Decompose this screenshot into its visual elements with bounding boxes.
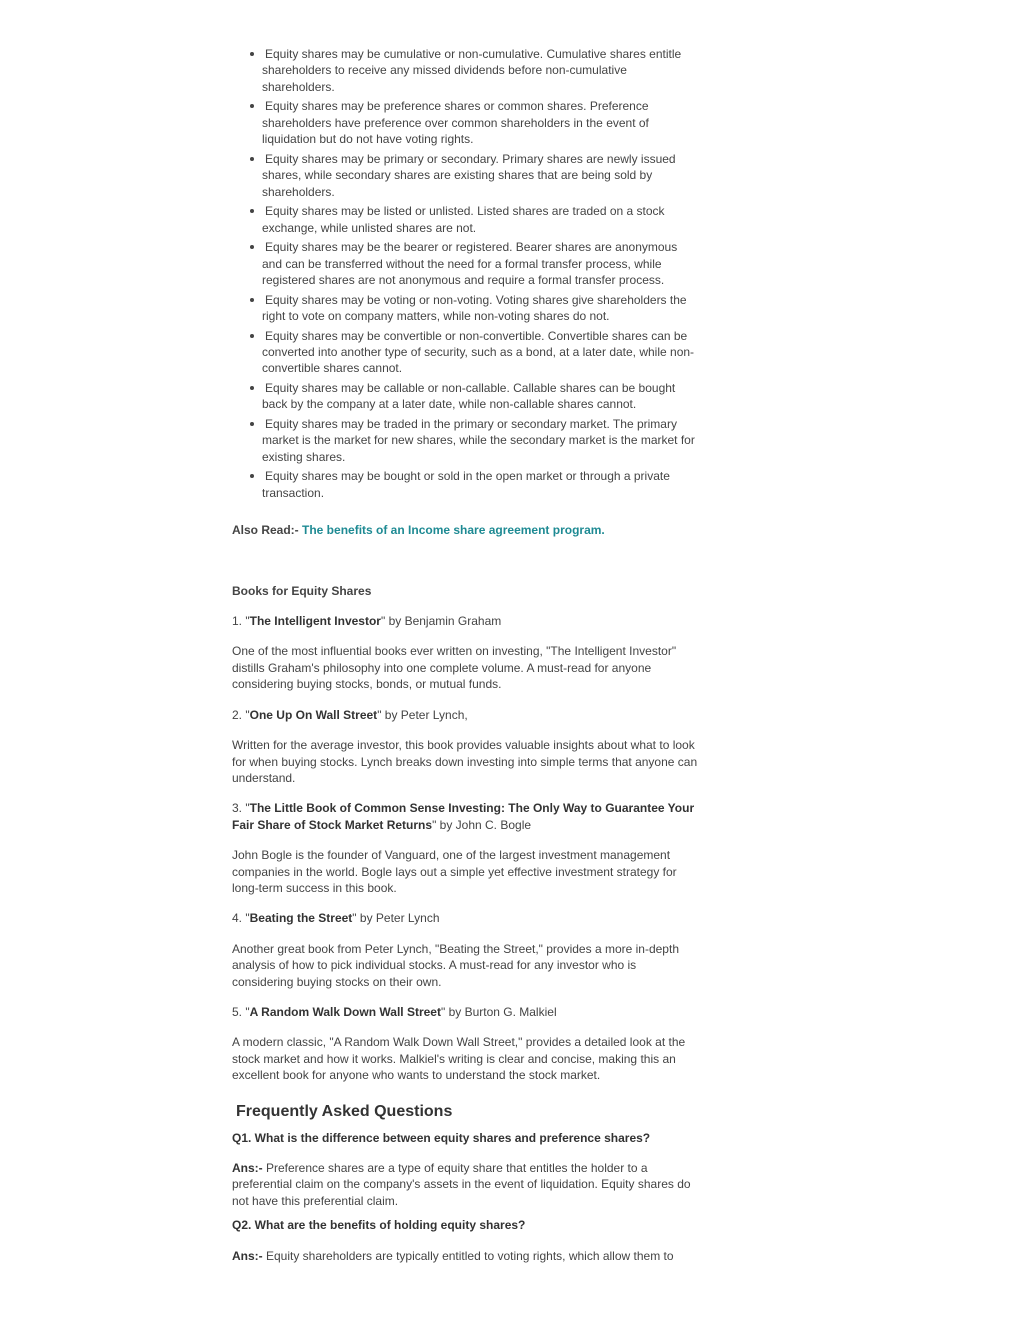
book-title-line bbox=[232, 613, 698, 629]
book-title-line bbox=[232, 910, 698, 926]
book-number: 3. " bbox=[232, 801, 250, 816]
answer-text: Preference shares are a type of equity share that entitles the holder to a preferential claim on the company's assets in the event of liquidation. Equity shares do not have this preferential claim. bbox=[232, 1161, 691, 1208]
also-read-label: Also Read:- bbox=[232, 523, 303, 538]
list-item-text: Equity shares may be cumulative or non-cumulative. Cumulative shares entitle shareholders to receive any missed dividends before non-cumulative shareholders. bbox=[262, 47, 682, 94]
list-item bbox=[262, 328, 698, 377]
list-item-text: Equity shares may be primary or secondary. Primary shares are newly issued shares, while secondary shares are existing shares that are being sold by shareholders. bbox=[262, 151, 676, 199]
books-heading: Books for Equity Shares bbox=[232, 583, 372, 598]
list-item bbox=[262, 151, 698, 200]
also-read-link[interactable]: The benefits of an Income share agreement program. bbox=[302, 523, 605, 538]
book-title: One Up On Wall Street bbox=[249, 707, 378, 722]
list-item bbox=[262, 239, 698, 288]
list-item-text: Equity shares may be the bearer or registered. Bearer shares are anonymous and can be transferred without the need for a formal transfer process, while registered shares are not anonymous and require a formal transfer process. bbox=[262, 240, 678, 288]
list-item bbox=[262, 98, 698, 147]
article-content bbox=[232, 46, 698, 1278]
list-item bbox=[262, 203, 698, 236]
book-description: One of the most influential books ever written on investing, "The Intelligent Investor" distills Graham's philosophy into one complete volume. A must-read for anyone considering buying stocks, bonds, or mutual funds. bbox=[232, 644, 677, 692]
faq-answer bbox=[232, 1160, 698, 1209]
answer-label: Ans:- bbox=[232, 1161, 266, 1175]
list-item-text: Equity shares may be callable or non-callable. Callable shares can be bought back by the company at a later date, while non-callable shares cannot. bbox=[262, 381, 676, 412]
list-item-text: Equity shares may be convertible or non-convertible. Convertible shares can be converted into another type of security, such as a bond, at a later date, while non-convertible shares cannot. bbox=[262, 328, 695, 376]
list-item bbox=[262, 46, 698, 95]
list-item bbox=[262, 380, 698, 413]
book-number: 2. " bbox=[232, 707, 250, 722]
book-author: " by John C. Bogle bbox=[432, 817, 532, 832]
list-item bbox=[262, 468, 698, 501]
faq-question: Q1. What is the difference between equity shares and preference shares? bbox=[232, 1130, 651, 1145]
list-item-text: Equity shares may be traded in the primary or secondary market. The primary market is the market for new shares, while the secondary market is the market for existing shares. bbox=[262, 417, 695, 464]
book-author: " by Peter Lynch bbox=[352, 911, 440, 926]
book-title: A Random Walk Down Wall Street bbox=[249, 1004, 441, 1019]
book-description: Another great book from Peter Lynch, "Beating the Street," provides a more in-depth analysis of how to pick individual stocks. A must-read for any investor who is considering buying stocks on their own. bbox=[232, 941, 679, 989]
book-author: " by Peter Lynch, bbox=[377, 707, 468, 722]
book-description: John Bogle is the founder of Vanguard, one of the largest investment management companies in the world. Bogle lays out a simple yet effective investment strategy for long-term success in this book. bbox=[232, 848, 677, 895]
answer-text: Equity shareholders are typically entitled to voting rights, which allow them to bbox=[266, 1248, 674, 1263]
list-item-text: Equity shares may be preference shares or common shares. Preference shareholders have preference over common shareholders in the event of liquidation but do not have voting rights. bbox=[262, 99, 649, 147]
book-number: 4. " bbox=[232, 911, 250, 926]
faq-answer bbox=[232, 1248, 698, 1264]
also-read bbox=[232, 522, 698, 538]
answer-label: Ans:- bbox=[232, 1248, 266, 1263]
book-author: " by Benjamin Graham bbox=[380, 614, 502, 629]
book-title-line bbox=[232, 707, 698, 723]
faq-heading: Frequently Asked Questions bbox=[236, 1102, 453, 1120]
book-number: 1. " bbox=[232, 614, 250, 629]
book-description: A modern classic, "A Random Walk Down Wall Street," provides a detailed look at the stock market and how it works. Malkiel's writing is clear and concise, making this an excellent book for anyone who wants to understand the stock market. bbox=[232, 1035, 686, 1083]
book-number: 5. " bbox=[232, 1004, 250, 1019]
list-item-text: Equity shares may be voting or non-voting. Voting shares give shareholders the right to vote on company matters, while non-voting shares do not. bbox=[262, 292, 687, 324]
faq-question: Q2. What are the benefits of holding equity shares? bbox=[232, 1218, 526, 1233]
book-description: Written for the average investor, this book provides valuable insights about what to look for when buying stocks. Lynch breaks down investing into simple terms that anyone can understand. bbox=[232, 738, 698, 785]
book-title: Beating the Street bbox=[249, 911, 353, 926]
book-title-line bbox=[232, 1004, 698, 1020]
list-item-text: Equity shares may be bought or sold in the open market or through a private transaction. bbox=[262, 469, 670, 500]
book-title: The Intelligent Investor bbox=[249, 614, 381, 629]
book-author: " by Burton G. Malkiel bbox=[440, 1004, 557, 1019]
book-title: The Little Book of Common Sense Investing: The Only Way to Guarantee Your Fair Share of Stock Market Returns bbox=[232, 801, 695, 832]
book-title-line bbox=[232, 800, 698, 833]
list-item-text: Equity shares may be listed or unlisted. Listed shares are traded on a stock exchange, while unlisted shares are not. bbox=[262, 204, 665, 235]
equity-share-types-list bbox=[232, 46, 698, 501]
list-item bbox=[262, 416, 698, 465]
list-item bbox=[262, 292, 698, 325]
